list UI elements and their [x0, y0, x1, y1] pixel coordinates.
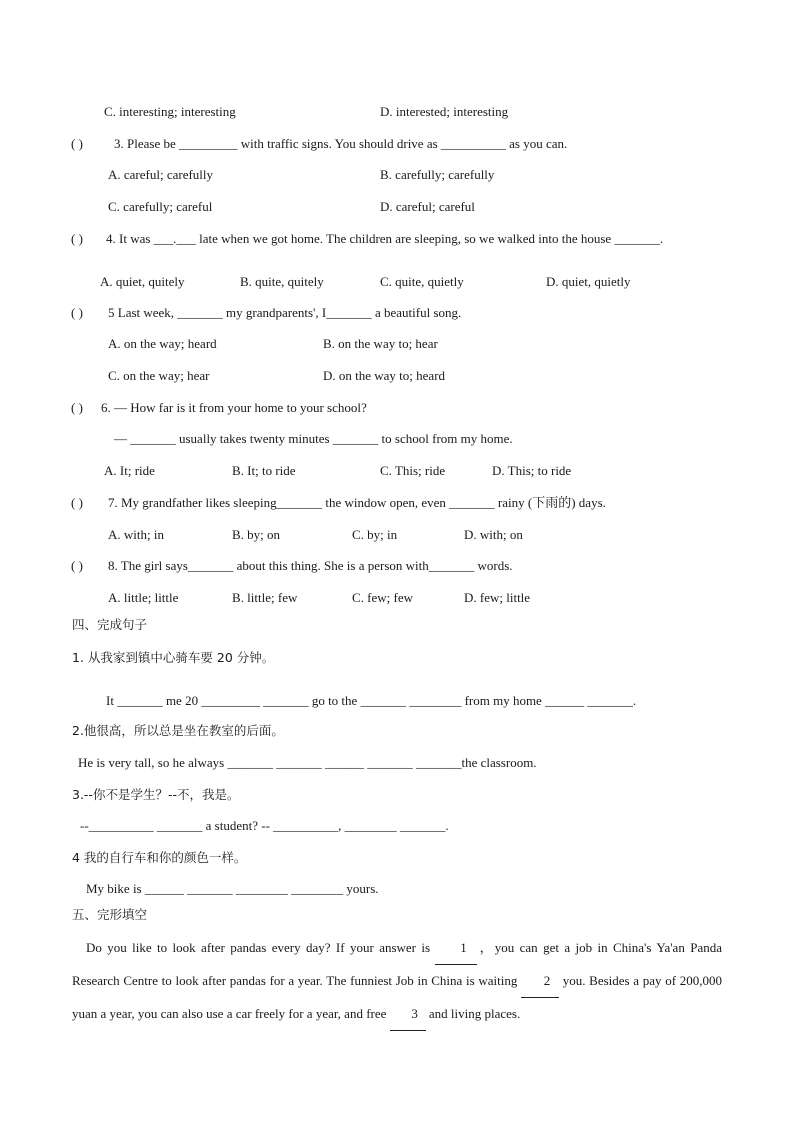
q7-option-b: B. by; on — [232, 527, 281, 542]
cloze-passage — [72, 932, 722, 1031]
q8-stem: 8. The girl says_______ about this thing. She is a person with_______ words. — [108, 558, 513, 573]
sentence3-english: --__________ _______ a student? -- __________, ________ _______. — [80, 818, 449, 833]
q2-option-c: C. interesting; interesting — [104, 104, 236, 119]
q8-answer-paren: ( ) — [71, 558, 83, 573]
q8-option-a: A. little; little — [108, 590, 179, 605]
q7-answer-paren: ( ) — [71, 495, 83, 510]
q4-option-a: A. quiet, quitely — [100, 274, 185, 289]
cloze-text-3: you. Besides a pay of 200,000 yuan a year, you can also use a car freely for a year, and free — [72, 973, 722, 1021]
q3-stem: 3. Please be _________ with traffic signs. You should drive as __________ as you can. — [114, 136, 568, 151]
q4-option-d: D. quiet, quietly — [546, 274, 631, 289]
sentence4-english: My bike is ______ _______ ________ ________ yours. — [86, 881, 379, 896]
cloze-blank-3[interactable]: 3 — [390, 998, 426, 1031]
q4-option-c: C. quite, quietly — [380, 274, 464, 289]
q8-option-c: C. few; few — [352, 590, 414, 605]
q6-option-c: C. This; ride — [380, 463, 446, 478]
q3-option-d: D. careful; careful — [380, 199, 475, 214]
q8-option-d: D. few; little — [464, 590, 531, 605]
section5-heading: 五、完形填空 — [72, 907, 148, 922]
q3-option-a: A. careful; carefully — [108, 167, 214, 182]
q6-option-b: B. It; to ride — [232, 463, 296, 478]
q7-option-a: A. with; in — [108, 527, 164, 542]
sentence3-chinese: 3.--你不是学生？--不，我是。 — [72, 787, 240, 802]
cloze-text-1: Do you like to look after pandas every day? If your answer is — [86, 940, 436, 955]
q8-option-b: B. little; few — [232, 590, 298, 605]
q7-stem: 7. My grandfather likes sleeping_______ the window open, even _______ rainy (下雨的) days. — [108, 495, 606, 510]
q6-stem: 6. — How far is it from your home to your school? — [101, 400, 367, 415]
q5-option-b: B. on the way to; hear — [323, 336, 438, 351]
q2-option-d: D. interested; interesting — [380, 104, 509, 119]
q3-option-c: C. carefully; careful — [108, 199, 213, 214]
q5-answer-paren: ( ) — [71, 305, 83, 320]
sentence1-chinese: 1. 从我家到镇中心骑车要 20 分钟。 — [72, 650, 275, 665]
cloze-text-2: ，you can get a job in China's Ya'an Panda Research Centre to look after pandas for a year. The funniest Job in China is waiting — [72, 940, 722, 988]
q4-option-b: B. quite, quitely — [240, 274, 324, 289]
sentence2-english: He is very tall, so he always _______ _______ ______ _______ _______the classroom. — [78, 755, 537, 770]
q6-option-a: A. It; ride — [104, 463, 155, 478]
q5-option-c: C. on the way; hear — [108, 368, 210, 383]
q3-option-b: B. carefully; carefully — [380, 167, 495, 182]
cloze-text-4: and living places. — [425, 1006, 521, 1021]
sentence2-chinese: 2.他很高，所以总是坐在教室的后面。 — [72, 723, 284, 738]
sentence1-english: It _______ me 20 _________ _______ go to the _______ ________ from my home ______ _______. — [106, 693, 637, 708]
q4-stem: 4. It was ___.___ late when we got home. The children are sleeping, so we walked into the house _______. — [106, 231, 664, 246]
cloze-blank-1[interactable]: 1 — [435, 932, 477, 965]
q7-option-d: D. with; on — [464, 527, 523, 542]
q5-stem: 5 Last week, _______ my grandparents', I_______ a beautiful song. — [108, 305, 462, 320]
sentence4-chinese: 4 我的自行车和你的颜色一样。 — [72, 850, 247, 865]
section4-heading: 四、完成句子 — [72, 617, 148, 632]
cloze-blank-2[interactable]: 2 — [521, 965, 559, 998]
q5-option-d: D. on the way to; heard — [323, 368, 446, 383]
q4-answer-paren: ( ) — [71, 231, 83, 246]
q3-answer-paren: ( ) — [71, 136, 83, 151]
q7-option-c: C. by; in — [352, 527, 398, 542]
q6-option-d: D. This; to ride — [492, 463, 572, 478]
q5-option-a: A. on the way; heard — [108, 336, 217, 351]
q6-stem-reply: — _______ usually takes twenty minutes _______ to school from my home. — [114, 431, 513, 446]
q6-answer-paren: ( ) — [71, 400, 83, 415]
